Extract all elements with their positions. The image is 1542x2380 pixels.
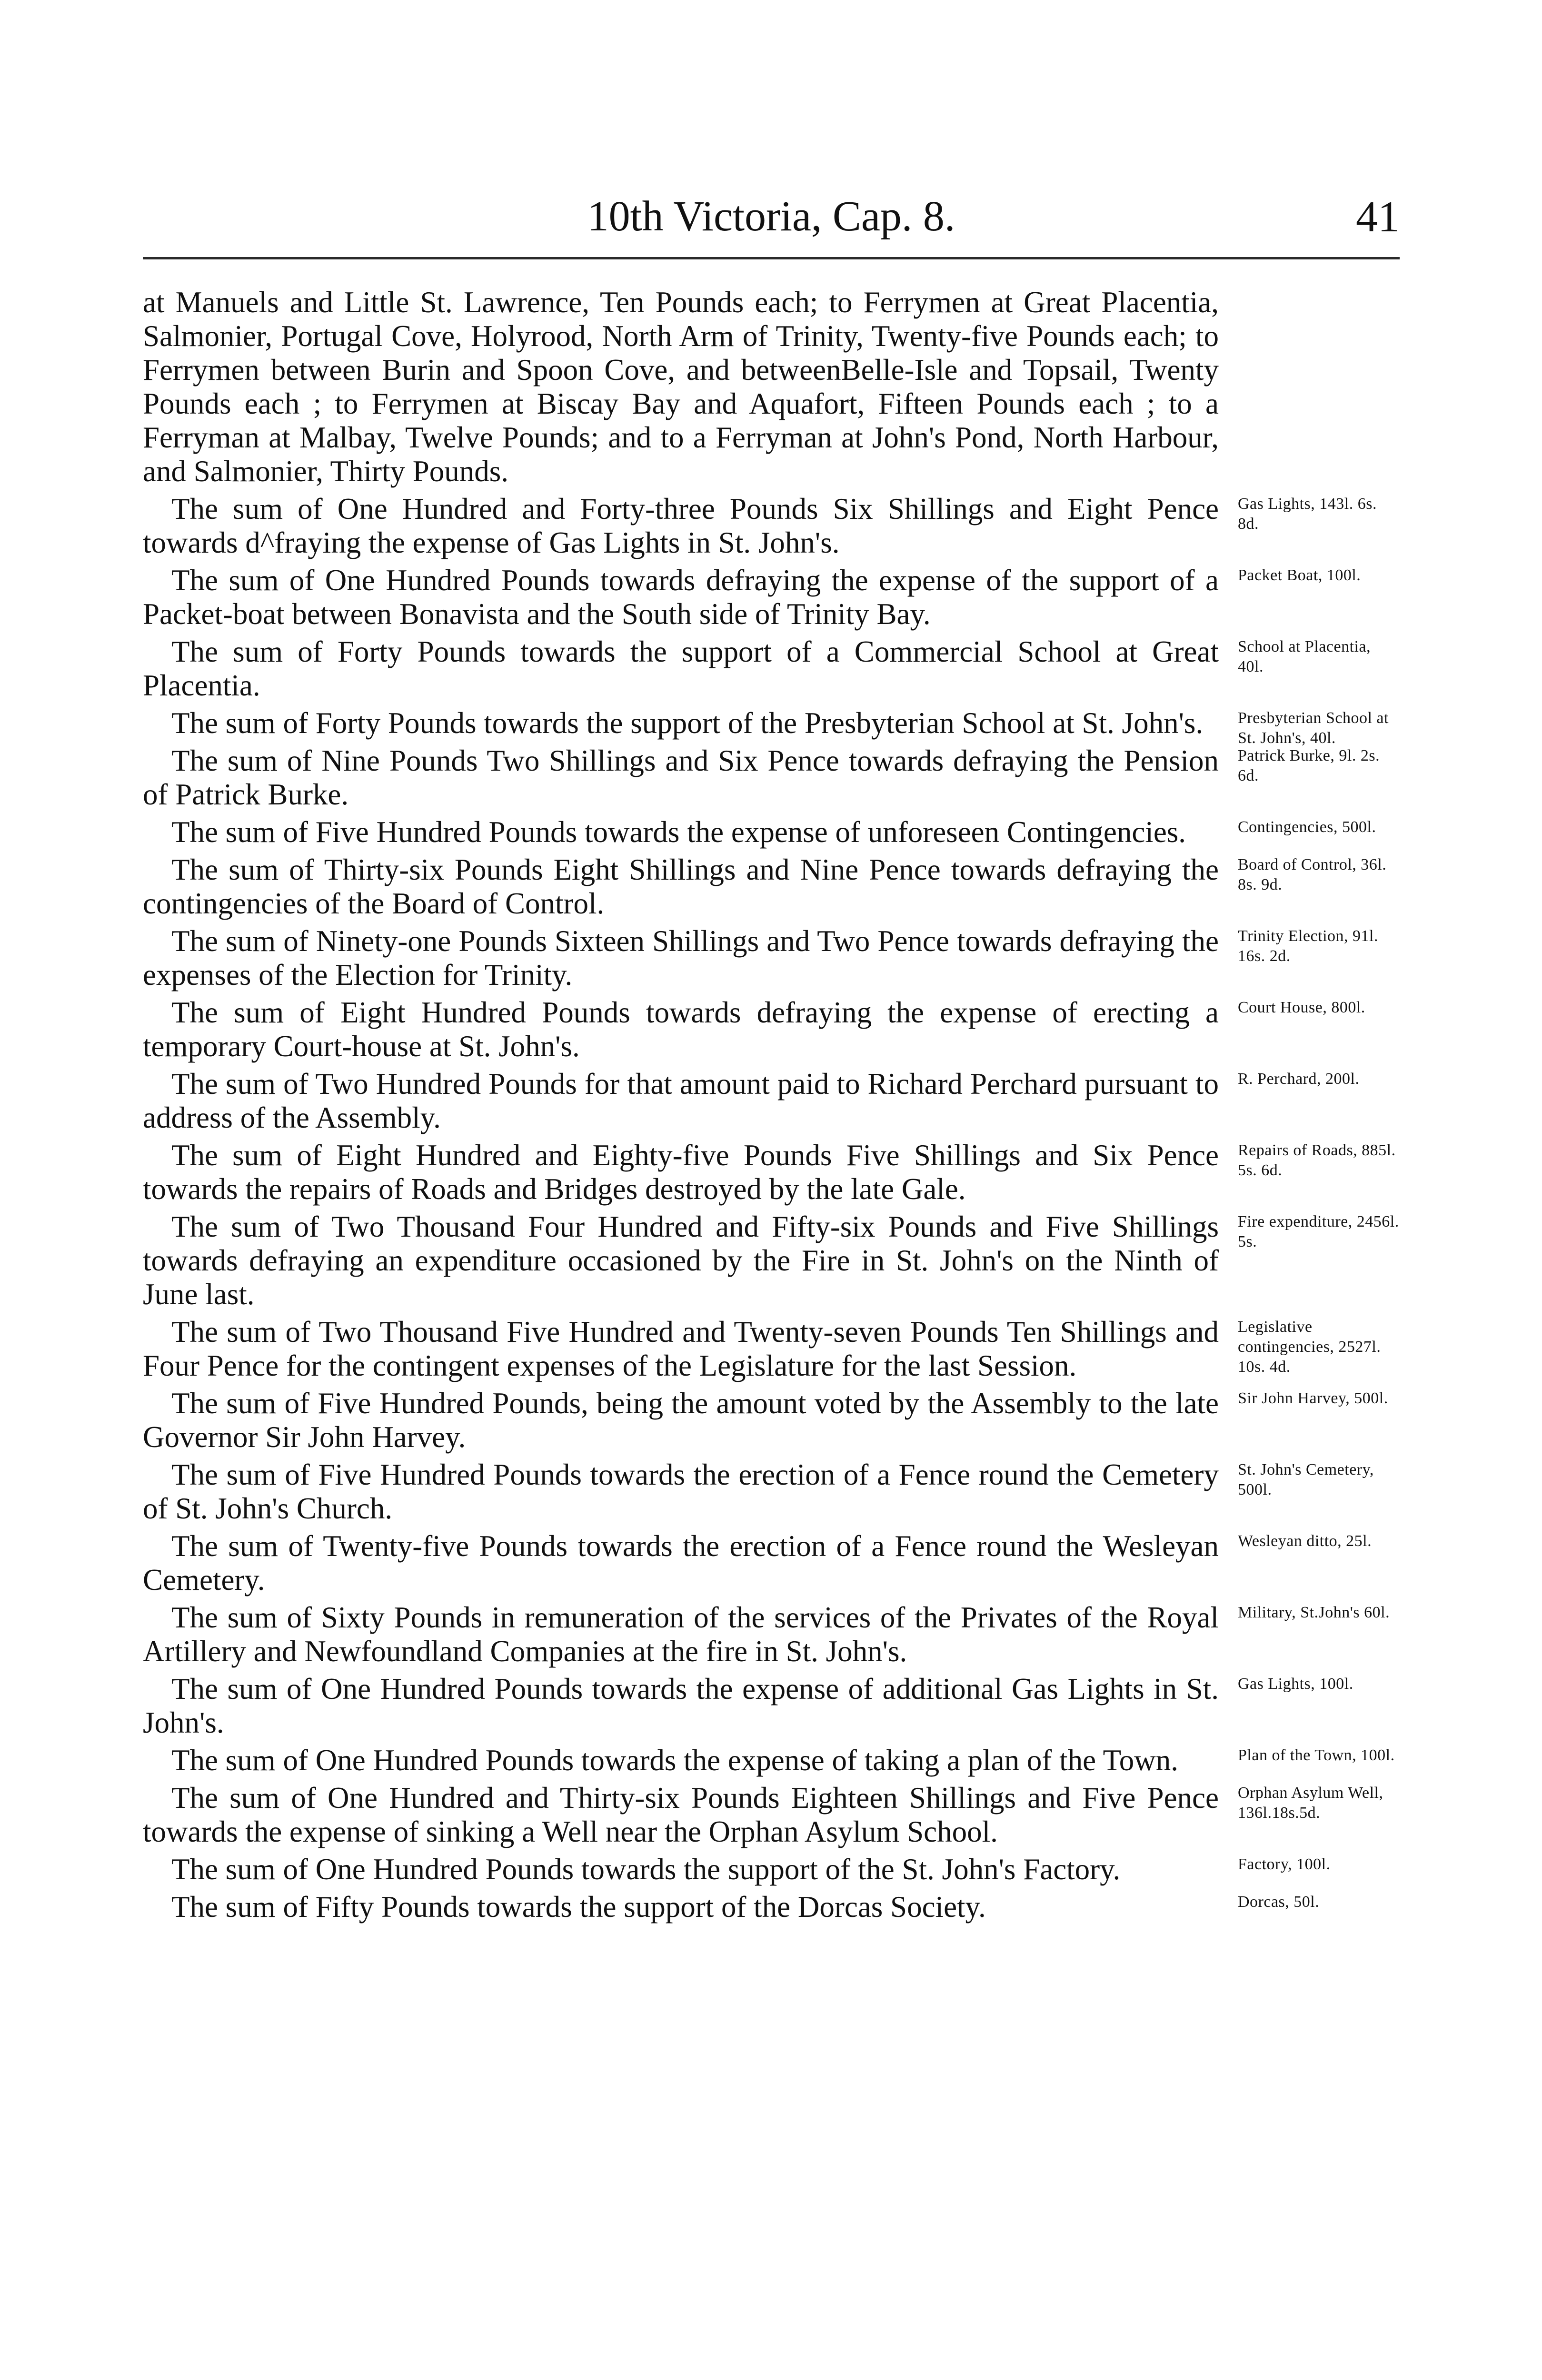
header-rule [143,257,1400,259]
paragraph-text: The sum of Forty Pounds towards the support of the Presbyterian School at St. John's. [171,706,1204,740]
margin-note: Court House, 800l. [1238,999,1365,1016]
appropriation-entry [143,492,1400,560]
appropriation-entry [143,1458,1400,1526]
margin-note: Sir John Harvey, 500l. [1238,1389,1388,1407]
paragraph-text: The sum of One Hundred Pounds towards the expense of taking a plan of the Town. [171,1744,1178,1777]
paragraph-text: The sum of Sixty Pounds in remuneration of the services of the Privates of the Royal Artillery and Newfoundland Companies at the fire in St. John's. [143,1601,1219,1668]
body-text [143,286,1400,1928]
margin-note: Orphan Asylum Well, 136l.18s.5d. [1238,1784,1383,1822]
paragraph-text: The sum of Two Thousand Five Hundred and Twenty-seven Pounds Ten Shillings and Four Pence for the contingent expenses of the Legislature for the last Session. [143,1315,1219,1382]
paragraph-continuation [143,286,1400,488]
appropriation-entry [143,1781,1400,1849]
paragraph-text: The sum of Thirty-six Pounds Eight Shillings and Nine Pence towards defraying the contingencies of the Board of Control. [143,853,1219,920]
margin-note: Board of Control, 36l. 8s. 9d. [1238,856,1387,893]
paragraph-text: The sum of One Hundred and Forty-three Pounds Six Shillings and Eight Pence towards d^fraying the expense of Gas Lights in St. John's. [143,492,1219,559]
margin-note: Plan of the Town, 100l. [1238,1746,1395,1764]
appropriation-entry [143,744,1400,812]
paragraph-text: The sum of Two Thousand Four Hundred and Fifty-six Pounds and Five Shillings towards defraying an expenditure occasioned by the Fire in St. John's on the Ninth of June last. [143,1210,1219,1311]
margin-note: Contingencies, 500l. [1238,818,1376,836]
margin-note: Packet Boat, 100l. [1238,566,1361,584]
paragraph-text: The sum of Five Hundred Pounds towards the expense of unforeseen Contingencies. [171,815,1186,849]
appropriation-entry [143,564,1400,631]
paragraph-text: The sum of One Hundred Pounds towards the support of the St. John's Factory. [171,1853,1121,1886]
appropriation-entry [143,1744,1400,1777]
margin-note: Fire expenditure, 2456l. 5s. [1238,1213,1399,1250]
paragraph-text: The sum of Ninety-one Pounds Sixteen Shillings and Two Pence towards defraying the expenses of the Election for Trinity. [143,924,1219,992]
paragraph-text: The sum of Five Hundred Pounds, being the amount voted by the Assembly to the late Governor Sir John Harvey. [143,1387,1219,1454]
appropriation-entry [143,1853,1400,1886]
margin-note: Gas Lights, 100l. [1238,1675,1353,1693]
appropriation-entry [143,815,1400,849]
appropriation-entry [143,924,1400,992]
margin-note: Dorcas, 50l. [1238,1893,1320,1911]
margin-note: Repairs of Roads, 885l. 5s. 6d. [1238,1141,1396,1179]
appropriation-entry [143,706,1400,747]
paragraph-text: at Manuels and Little St. Lawrence, Ten Pounds each; to Ferrymen at Great Placentia, Salmonier, Portugal Cove, Holyrood, North Arm of Trinity, Twenty-five Pounds each; to Ferrymen between Burin and Spoon Cove, and betweenBelle-Isle and Topsail, Twenty Pounds each ; to Ferrymen at Biscay Bay and Aquafort, Fifteen Pounds each ; to a Ferryman at Malbay, Twelve Pounds; and to a Ferryman at John's Pond, North Harbour, and Salmonier, Thirty Pounds. [143,286,1219,488]
appropriation-entry [143,853,1400,921]
page-number: 41 [1356,192,1400,241]
margin-note: St. John's Cemetery, 500l. [1238,1461,1374,1498]
appropriation-entry [143,1387,1400,1454]
margin-note: Patrick Burke, 9l. 2s. 6d. [1238,747,1380,784]
appropriation-entry [143,1672,1400,1740]
paragraph-text: The sum of Eight Hundred and Eighty-five Pounds Five Shillings and Six Pence towards the repairs of Roads and Bridges destroyed by the late Gale. [143,1139,1219,1206]
appropriation-entry [143,996,1400,1063]
appropriation-entry [143,1067,1400,1135]
margin-note: Factory, 100l. [1238,1855,1331,1873]
margin-note: Legislative contingencies, 2527l. 10s. 4d. [1238,1318,1381,1376]
appropriation-entry [143,1139,1400,1206]
page-header [143,186,1400,262]
margin-note: Wesleyan ditto, 25l. [1238,1532,1372,1550]
paragraph-text: The sum of One Hundred Pounds towards the expense of additional Gas Lights in St. John's. [143,1672,1219,1739]
paragraph-text: The sum of One Hundred Pounds towards defraying the expense of the support of a Packet-boat between Bonavista and the South side of Trinity Bay. [143,564,1219,631]
paragraph-text: The sum of Fifty Pounds towards the support of the Dorcas Society. [171,1890,986,1924]
margin-note: Gas Lights, 143l. 6s. 8d. [1238,495,1377,533]
appropriation-entry [143,1529,1400,1597]
margin-note: Presbyterian School at St. John's, 40l. [1238,709,1389,747]
margin-note: School at Placentia, 40l. [1238,638,1371,675]
appropriation-entry [143,1210,1400,1311]
paragraph-text: The sum of Five Hundred Pounds towards the erection of a Fence round the Cemetery of St. John's Church. [143,1458,1219,1525]
appropriation-entry [143,1890,1400,1924]
margin-note: Trinity Election, 91l. 16s. 2d. [1238,927,1378,965]
margin-note: R. Perchard, 200l. [1238,1070,1360,1088]
paragraph-text: The sum of Twenty-five Pounds towards the erection of a Fence round the Wesleyan Cemetery. [143,1529,1219,1597]
paragraph-text: The sum of One Hundred and Thirty-six Pounds Eighteen Shillings and Five Pence towards the expense of sinking a Well near the Orphan Asylum School. [143,1781,1219,1848]
appropriation-entry [143,635,1400,703]
margin-note: Military, St.John's 60l. [1238,1604,1390,1621]
running-title: 10th Victoria, Cap. 8. [587,193,955,240]
appropriation-entry [143,1315,1400,1383]
paragraph-text: The sum of Nine Pounds Two Shillings and Six Pence towards defraying the Pension of Patrick Burke. [143,744,1219,811]
paragraph-text: The sum of Two Hundred Pounds for that amount paid to Richard Perchard pursuant to address of the Assembly. [143,1067,1219,1134]
paragraph-text: The sum of Forty Pounds towards the support of a Commercial School at Great Placentia. [143,635,1219,702]
paragraph-text: The sum of Eight Hundred Pounds towards defraying the expense of erecting a temporary Court-house at St. John's. [143,996,1219,1063]
appropriation-entry [143,1601,1400,1668]
